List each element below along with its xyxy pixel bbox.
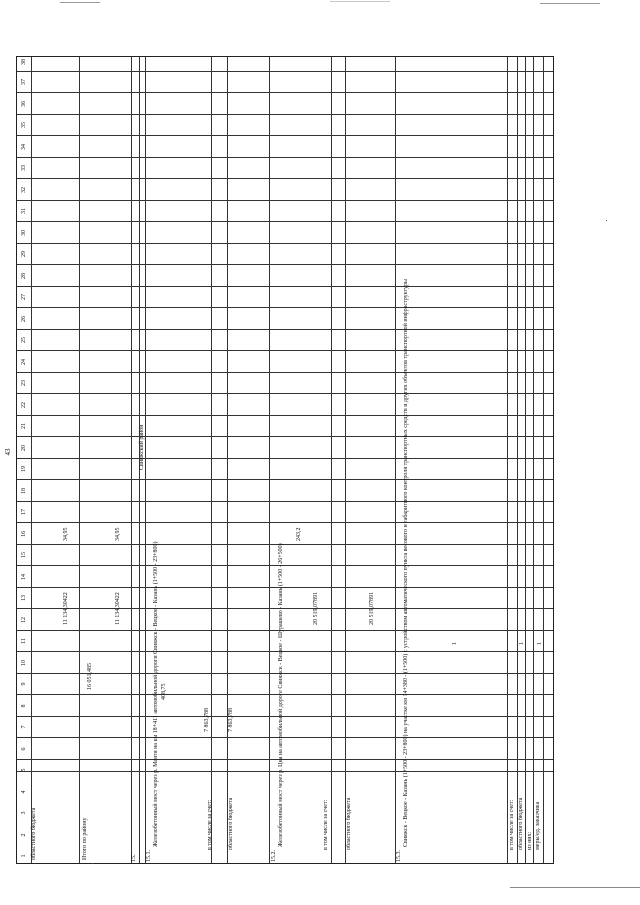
row151b-col6: 7 863,788 (228, 708, 234, 732)
section-title: Свияжский район (139, 424, 145, 470)
column-number-35: 35 (21, 122, 27, 128)
column-number-29: 29 (21, 251, 27, 257)
column-number-14: 14 (21, 574, 27, 580)
row151-number: 15.1. (146, 850, 152, 862)
column-number-4: 4 (21, 790, 27, 794)
rotated-data-table (16, 56, 554, 864)
row153d-label: из них: (527, 831, 533, 850)
row1-label: областного бюджета (31, 807, 37, 860)
row152-label: Железобетонный мост через р. Цна на автомобильной дороге Свияжск - Вецкое - Шурашево - Казань (1+500 - 26+500) (278, 543, 284, 847)
column-number-3: 3 (21, 811, 27, 815)
scan-speck (606, 220, 607, 221)
column-number-26: 26 (21, 316, 27, 322)
column-number-24: 24 (21, 359, 27, 365)
row153e-label: меры/ед. заказчика (535, 801, 541, 850)
row153-col9: 1 (452, 642, 458, 645)
column-number-27: 27 (21, 294, 27, 300)
row151-col6: 7 863,788 (204, 708, 210, 732)
row151-label: Железобетонный мост через р. Ментя на км 18+411 автомобильной дороги Свияжск - Вецкое - Казань (1+500 - 23+800) (153, 541, 159, 847)
bottom-scan-line (510, 887, 640, 888)
row152-number: 15.2. (271, 850, 277, 862)
row151-col8: 408,75 (161, 683, 167, 700)
row153c-col9: 1 (519, 642, 525, 645)
row153-number: 15.3. (396, 850, 402, 862)
column-number-6: 6 (21, 747, 27, 751)
row153e-col9: 1 (537, 642, 543, 645)
column-number-22: 22 (21, 402, 27, 408)
column-number-33: 33 (21, 165, 27, 171)
column-number-30: 30 (21, 230, 27, 236)
column-number-31: 31 (21, 208, 27, 214)
row153b-label: в том числе за счет: (509, 799, 515, 850)
row151b-label: областного бюджета (228, 797, 234, 850)
row2-col9: 16 051,485 (87, 663, 93, 690)
row1-col12: 11 134,30422 (63, 592, 69, 625)
column-number-19: 19 (21, 466, 27, 472)
column-number-18: 18 (21, 488, 27, 494)
row153-label: Свияжск - Вецкое - Казань (1+500 - 23+800) на участке км 14+380 - (1+500) с устройством автоматического пункта весового и габаритного контроля транспортных средств и других объектов транспортной инфраструктуры (403, 278, 409, 847)
column-number-8: 8 (21, 704, 27, 708)
scan-artifact-top (0, 0, 640, 10)
column-number-36: 36 (21, 101, 27, 107)
column-number-1: 1 (21, 854, 27, 858)
column-number-12: 12 (21, 617, 27, 623)
row153c-label: областного бюджета (518, 797, 524, 850)
column-number-25: 25 (21, 337, 27, 343)
row152-count-label: в том числе за счет: (323, 799, 329, 850)
row152b-col12: 20 519,07891 (369, 592, 375, 625)
column-number-28: 28 (21, 273, 27, 279)
column-number-11: 11 (21, 638, 27, 644)
column-number-9: 9 (21, 682, 27, 686)
section-number: 15. (131, 854, 137, 862)
page-number: 43 (4, 448, 12, 456)
column-number-32: 32 (21, 187, 27, 193)
row1-col14: 34,95 (63, 527, 69, 541)
column-number-23: 23 (21, 380, 27, 386)
column-number-10: 10 (21, 660, 27, 666)
row2-col14: 34,95 (115, 527, 121, 541)
column-number-15: 15 (21, 552, 27, 558)
column-number-7: 7 (21, 725, 27, 729)
column-number-37: 37 (21, 79, 27, 85)
column-number-2: 2 (21, 833, 27, 837)
row2-col12: 11 134,30422 (115, 592, 121, 625)
column-number-5: 5 (21, 768, 27, 772)
column-number-16: 16 (21, 531, 27, 537)
scan-speck (92, 863, 93, 864)
column-number-20: 20 (21, 445, 27, 451)
column-number-38: 38 (21, 59, 27, 65)
row152-col14: 243,2 (296, 527, 302, 541)
column-number-13: 13 (21, 595, 27, 601)
column-number-17: 17 (21, 509, 27, 515)
column-number-34: 34 (21, 144, 27, 150)
row2-label: Итого по району (82, 817, 88, 860)
row152b-label: областного бюджета (346, 797, 352, 850)
row152-col12: 20 519,07891 (313, 592, 319, 625)
column-number-21: 21 (21, 423, 27, 429)
row151-count-label: в том числе за счет: (207, 799, 213, 850)
